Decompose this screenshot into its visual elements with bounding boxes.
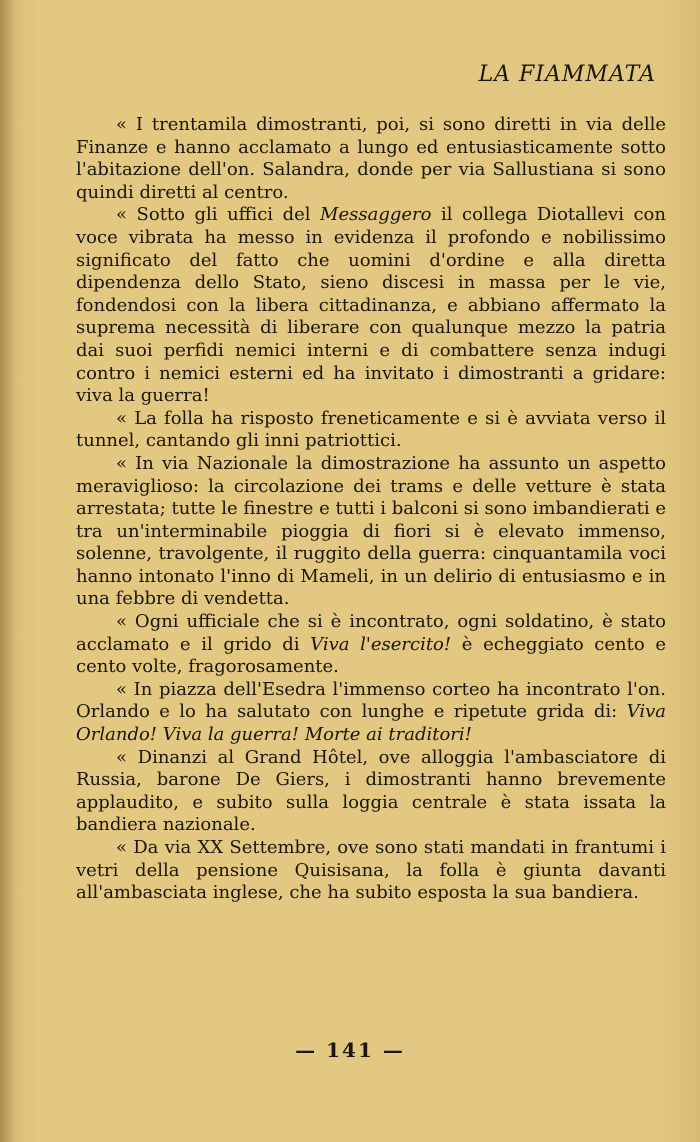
text-segment: « Ogni ufficiale che si è incontrato, ogni soldatino, è stato acclamato e il grido di	[76, 611, 666, 655]
paragraph-7	[76, 747, 666, 837]
italic-segment: Viva Orlando! Viva la guerra! Morte ai traditori!	[76, 701, 666, 746]
text-segment: « I trentamila dimostranti, poi, si sono diretti in via delle Finanze e hanno acclamato a lungo ed entusiasticamente sotto l'abitazione dell'on. Salandra, donde per via Sallustiana si sono quindi diretti al centro.	[76, 114, 666, 203]
paragraph-6	[76, 679, 666, 747]
italic-segment: Viva l'esercito!	[310, 633, 452, 655]
paragraph-2	[76, 204, 666, 407]
text-segment: è echeggiato cento e cento volte, fragorosamente.	[76, 633, 666, 678]
text-segment: « Da via XX Settembre, ove sono stati mandati in frantumi i vetri della pensione Quisisana, la folla è giunta davanti all'ambasciata inglese, che ha subito esposta la sua bandiera.	[76, 837, 666, 904]
text-segment: « In via Nazionale la dimostrazione ha assunto un aspetto meraviglioso: la circolazione dei trams e delle vetture è stata arrestata; tutte le finestre e tutti i balconi si sono imbandierati e tra un'interminabile pioggia di fiori si è elevato immenso, solenne, travolgente, il ruggito della guerra: cinquantamila voci hanno intonato l'inno di Mameli, in un delirio di entusiasmo e in una febbre di vendetta.	[76, 452, 666, 610]
page-gutter-shadow	[0, 0, 18, 1142]
body-text	[76, 114, 666, 905]
paragraph-8	[76, 837, 666, 905]
italic-segment: Messaggero	[320, 204, 432, 226]
running-title: LA FIAMMATA	[478, 62, 656, 87]
text-segment: il collega Diotallevi con voce vibrata ha messo in evidenza il profondo e nobilissimo significato del fatto che uomini d'ordine e alla diretta dipendenza dello Stato, sieno discesi in massa per le vie, fondendosi con la libera cittadinanza, e abbiano affermato la suprema necessità di liberare con qualunque mezzo la patria dai suoi perfidi nemici interni e di combattere senza indugi contro i nemici esterni ed ha invitato i dimostranti a gridare: viva la guerra!	[76, 204, 666, 407]
text-segment: « Dinanzi al Grand Hôtel, ove alloggia l'ambasciatore di Russia, barone De Giers, i dimostranti hanno brevemente applaudito, e subito sulla loggia centrale è stata issata la bandiera nazionale.	[76, 746, 666, 836]
paragraph-5	[76, 611, 666, 679]
text-segment: « Sotto gli uffici del	[116, 204, 321, 226]
text-segment: « In piazza dell'Esedra l'immenso corteo ha incontrato l'on. Orlando e lo ha salutato con lunghe e ripetute grida di:	[76, 678, 666, 723]
text-segment: « La folla ha risposto freneticamente e si è avviata verso il tunnel, cantando gli inni patriottici.	[76, 407, 666, 452]
page-number: — 141 —	[295, 1038, 405, 1062]
paragraph-1	[76, 114, 666, 204]
paragraph-3	[76, 408, 666, 453]
paragraph-4	[76, 453, 666, 611]
